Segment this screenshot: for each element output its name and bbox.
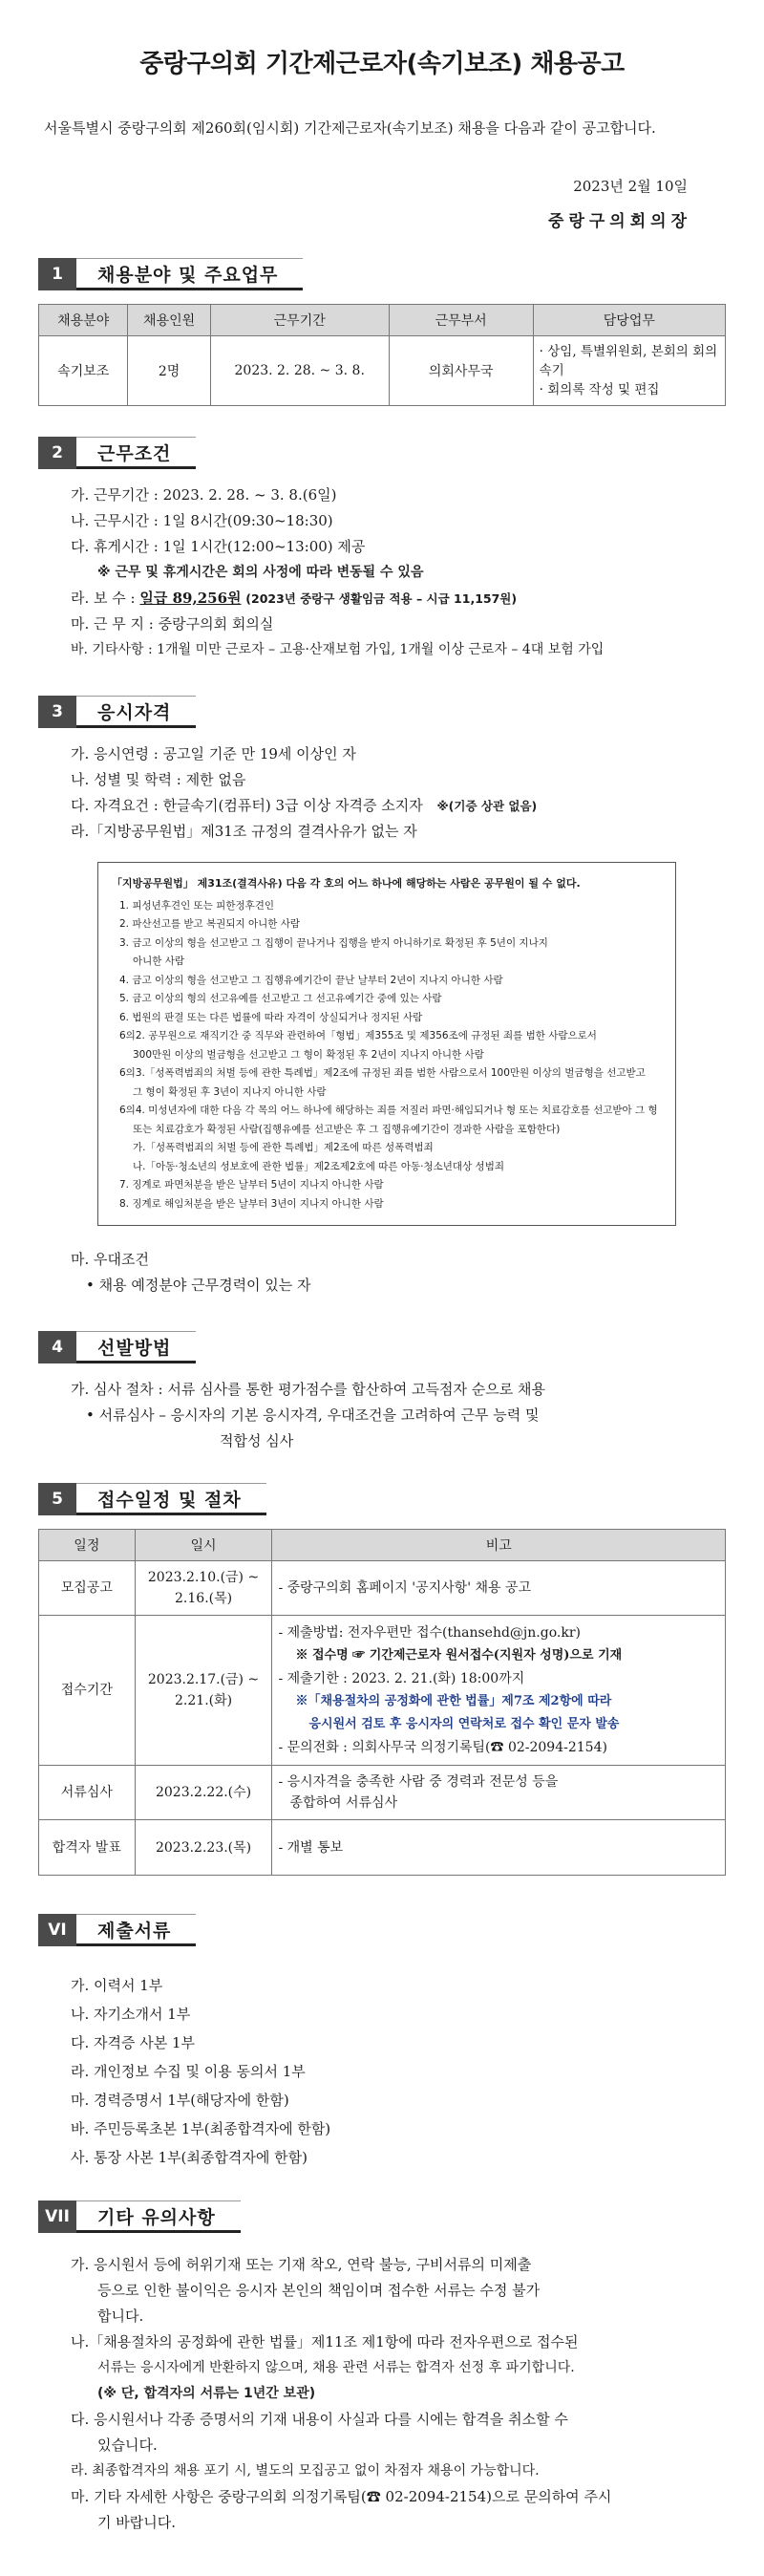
document-list [38,1971,726,2172]
table-header: 채용분야 [39,305,128,336]
table-cell: 2명 [128,336,210,406]
notice-list [38,2252,726,2536]
section-number: 5 [38,1483,76,1515]
list-item: 다. 응시원서나 각종 증명서의 기재 내용이 사실과 다를 시에는 합격을 취소할 수 [71,2411,568,2428]
note: ※ 근무 및 휴게시간은 회의 사정에 따라 변동될 수 있음 [97,565,424,580]
note-line: 종합하여 서류심사 [289,1795,398,1811]
section-number: 4 [38,1331,76,1363]
note: ※(기증 상관 없음) [436,799,538,813]
box-line: 아니한 사람 [133,955,185,967]
note-line: ※ 접수명 ☞ 기간제근로자 원서접수(지원자 성명)으로 기재 [295,1648,623,1663]
section-title: 채용분야 및 주요업무 [76,258,303,290]
section-4-header [38,1331,726,1363]
list-item: 가. 응시원서 등에 허위기재 또는 기재 착오, 연락 불능, 구비서류의 미제출 [71,2256,532,2273]
list-item: 기 바랍니다. [97,2514,176,2531]
note-line: - 응시자격을 충족한 사람 중 경력과 전문성 등을 [278,1774,559,1790]
issuer: 중랑구의회의장 [548,212,691,231]
notes-cell [272,1766,726,1820]
page-title: 중랑구의회 기간제근로자(속기보조) 채용공고 [139,50,625,78]
list-item: • 서류심사 – 응시자의 기본 응시자격, 우대조건을 고려하여 근무 능력 및 [86,1406,540,1424]
note-line: - 제출기한 : 2023. 2. 21.(화) 18:00까지 [278,1671,525,1686]
section-title: 기타 유의사항 [76,2200,241,2233]
list-item: 바. 주민등록초본 1부(최종합격자에 한함) [71,2120,331,2137]
section-number: 2 [38,437,76,469]
section-title: 제출서류 [76,1914,196,1946]
box-line: 300만원 이상의 벌금형을 선고받고 그 형이 확정된 후 2년이 지나지 아니한 사람 [133,1048,484,1061]
note-line: - 문의전화 : 의회사무국 의정기록팀(☎ 02-2094-2154) [278,1740,607,1755]
list-item: 등으로 인한 불이익은 응시자 본인의 책임이며 접수한 서류는 수정 불가 [97,2282,541,2299]
section-title: 접수일정 및 절차 [76,1483,266,1515]
box-line: 6의4. 미성년자에 대한 다음 각 목의 어느 하나에 해당하는 죄를 저질러 파면·해임되거나 형 또는 치료감호를 선고받아 그 형 [119,1105,658,1116]
list-item: 마. 기타 자세한 사항은 중랑구의회 의정기록팀(☎ 02-2094-2154)으로 문의하여 주시 [71,2488,612,2505]
table-header: 비고 [272,1530,726,1561]
duties-cell [533,336,725,406]
notice-date: 2023년 2월 10일 [573,178,688,195]
section-number: 3 [38,696,76,728]
date-line: 2.16.(목) [175,1591,233,1606]
note-line: ※「채용절차의 공정화에 관한 법률」제7조 제2항에 따라 [295,1694,612,1708]
table-header: 담당업무 [533,305,725,336]
table-cell: 2023. 2. 28. ~ 3. 8. [210,336,389,406]
list-item [38,586,726,612]
section-number: VI [38,1914,76,1946]
table-cell: 서류심사 [39,1766,136,1820]
list-item: 가. 응시연령 : 공고일 기준 만 19세 이상인 자 [71,745,356,762]
schedule-table [38,1529,726,1876]
table-cell: - 중랑구의회 홈페이지 '공지사항' 채용 공고 [272,1561,726,1616]
table-header: 일정 [39,1530,136,1561]
box-line: 그 형이 확정된 후 3년이 지나지 아니한 사람 [133,1085,327,1098]
box-line: 8. 징계로 해임처분을 받은 날부터 3년이 지나지 아니한 사람 [119,1197,384,1210]
list-item [38,793,726,819]
table-header: 근무기간 [210,305,389,336]
date-line: 2.21.(화) [175,1693,233,1708]
table-row [39,1616,726,1766]
pay-label: 라. 보 수 : [71,590,136,607]
intro-paragraph: 서울특별시 중랑구의회 제260회(임시회) 기간제근로자(속기보조) 채용을 다음과 같이 공고합니다. [44,119,656,137]
disqualification-box [97,862,676,1226]
list-item: 가. 이력서 1부 [71,1977,163,1994]
box-line: 나.「아동·청소년의 성보호에 관한 법률」제2조제2호에 따른 아동·청소년대상 성범죄 [133,1160,504,1172]
section-title: 응시자격 [76,696,196,728]
date-line: 2023.2.10.(금) ~ [147,1570,260,1585]
section-5-header [38,1483,726,1515]
note: (※ 단, 합격자의 서류는 1년간 보관) [97,2386,316,2401]
qualification: 다. 자격요건 : 한글속기(컴퓨터) 3급 이상 자격증 소지자 [71,797,423,814]
list-item: 마. 경력증명서 1부(해당자에 한함) [71,2092,289,2109]
list-item: 다. 휴게시간 : 1일 1시간(12:00~13:00) 제공 [71,538,366,555]
date-cell [135,1561,272,1616]
date-cell [135,1616,272,1766]
pay-value: 일급 89,256원 [139,590,242,607]
table-header: 채용인원 [128,305,210,336]
table-cell: - 개별 통보 [272,1820,726,1876]
list-item: • 채용 예정분야 근무경력이 있는 자 [86,1277,311,1294]
table-row [39,1820,726,1876]
list-item: 나.「채용절차의 공정화에 관한 법률」제11조 제1항에 따라 전자우편으로 접수된 [71,2333,579,2351]
section-title: 근무조건 [76,437,196,469]
box-line: 2. 파산선고를 받고 복권되지 아니한 사람 [119,918,300,930]
list-item: 사. 통장 사본 1부(최종합격자에 한함) [71,2149,308,2166]
list-item: 마. 우대조건 [71,1251,149,1268]
section-title: 선발방법 [76,1331,196,1363]
duty-line: · 상임, 특별위원회, 본회의 회의 속기 [539,344,718,378]
table-header: 근무부서 [389,305,533,336]
section-1-header [38,258,726,290]
table-cell: 모집공고 [39,1561,136,1616]
section-number: 1 [38,258,76,290]
note-line: 응시원서 검토 후 응시자의 연락처로 접수 확인 문자 발송 [308,1717,620,1731]
box-heading: 「지방공무원법」 제31조(결격사유) 다음 각 호의 어느 하나에 해당하는 사람은 공무원이 될 수 없다. [112,877,581,890]
list-item: 합니다. [97,2308,144,2325]
list-item: 나. 성별 및 학력 : 제한 없음 [71,771,246,788]
section-7-header [38,2200,726,2233]
box-line: 7. 징계로 파면처분을 받은 날부터 5년이 지나지 아니한 사람 [119,1179,384,1191]
box-line: 6의3.「성폭력범죄의 처벌 등에 관한 특례법」제2조에 규정된 죄를 범한 사람으로서 100만원 이상의 벌금형을 선고받고 [119,1067,646,1079]
box-line: 가.「성폭력범죄의 처벌 등에 관한 특례법」제2조에 따른 성폭력범죄 [133,1142,434,1153]
table-row [39,1561,726,1616]
list-item: 가. 심사 절차 : 서류 심사를 통한 평가점수를 합산하여 고득점자 순으로 채용 [71,1381,545,1398]
table-cell: 2023.2.22.(수) [135,1766,272,1820]
list-item: 라. 최종합격자의 채용 포기 시, 별도의 모집공고 없이 차점자 채용이 가능합니다. [71,2463,540,2479]
box-line: 또는 치료감호가 확정된 사람(집행유예를 선고받은 후 그 집행유예기간이 경과한 사람을 포함한다) [133,1123,561,1135]
table-cell: 접수기간 [39,1616,136,1766]
recruit-table [38,304,726,406]
list-item: 나. 근무시간 : 1일 8시간(09:30~18:30) [71,512,333,529]
list-item: 마. 근 무 지 : 중랑구의회 회의실 [71,615,274,633]
list-item: 가. 근무기간 : 2023. 2. 28. ~ 3. 8.(6일) [71,486,337,504]
section-2-header [38,437,726,469]
list-item: 라.「지방공무원법」제31조 규정의 결격사유가 없는 자 [71,823,417,840]
note-line: - 제출방법: 전자우편만 접수(thansehd@jn.go.kr) [278,1625,581,1641]
duty-line: · 회의록 작성 및 편집 [539,382,660,397]
table-row [39,1766,726,1820]
section-number: VII [38,2200,76,2233]
list-item: 있습니다. [97,2436,158,2454]
box-line: 3. 금고 이상의 형을 선고받고 그 집행이 끝나거나 집행을 받지 아니하기로 확정된 후 5년이 지나지 [119,936,548,949]
table-cell: 2023.2.23.(목) [135,1820,272,1876]
list-item: 나. 자기소개서 1부 [71,2006,191,2023]
pay-detail: (2023년 중랑구 생활임금 적용 – 시급 11,157원) [245,591,518,606]
table-cell: 합격자 발표 [39,1820,136,1876]
table-cell: 의회사무국 [389,336,533,406]
notes-cell [272,1616,726,1766]
table-cell: 속기보조 [39,336,128,406]
list-item: 서류는 응시자에게 반환하지 않으며, 채용 관련 서류는 합격자 선정 후 파기합니다. [97,2360,575,2375]
box-line: 4. 금고 이상의 형을 선고받고 그 집행유예기간이 끝난 날부터 2년이 지나지 아니한 사람 [119,974,503,986]
list-item: 바. 기타사항 : 1개월 미만 근로자 – 고용·산재보험 가입, 1개월 이상 근로자 – 4대 보험 가입 [71,642,605,657]
list-item: 라. 개인정보 수집 및 이용 동의서 1부 [71,2063,306,2080]
box-line: 5. 금고 이상의 형의 선고유예를 선고받고 그 선고유예기간 중에 있는 사람 [119,993,442,1004]
box-line: 1. 피성년후견인 또는 피한정후견인 [119,899,275,912]
box-line: 6. 법원의 판결 또는 다른 법률에 따라 자격이 상실되거나 정지된 사람 [119,1011,423,1023]
section-3-header [38,696,726,728]
list-item: 다. 자격증 사본 1부 [71,2034,196,2051]
box-line: 6의2. 공무원으로 재직기간 중 직무와 관련하여「형법」제355조 및 제356조에 규정된 죄를 범한 사람으로서 [119,1030,597,1041]
table-header: 일시 [135,1530,272,1561]
list-item: 적합성 심사 [220,1432,294,1449]
date-line: 2023.2.17.(금) ~ [147,1672,260,1687]
section-6-header [38,1914,726,1946]
